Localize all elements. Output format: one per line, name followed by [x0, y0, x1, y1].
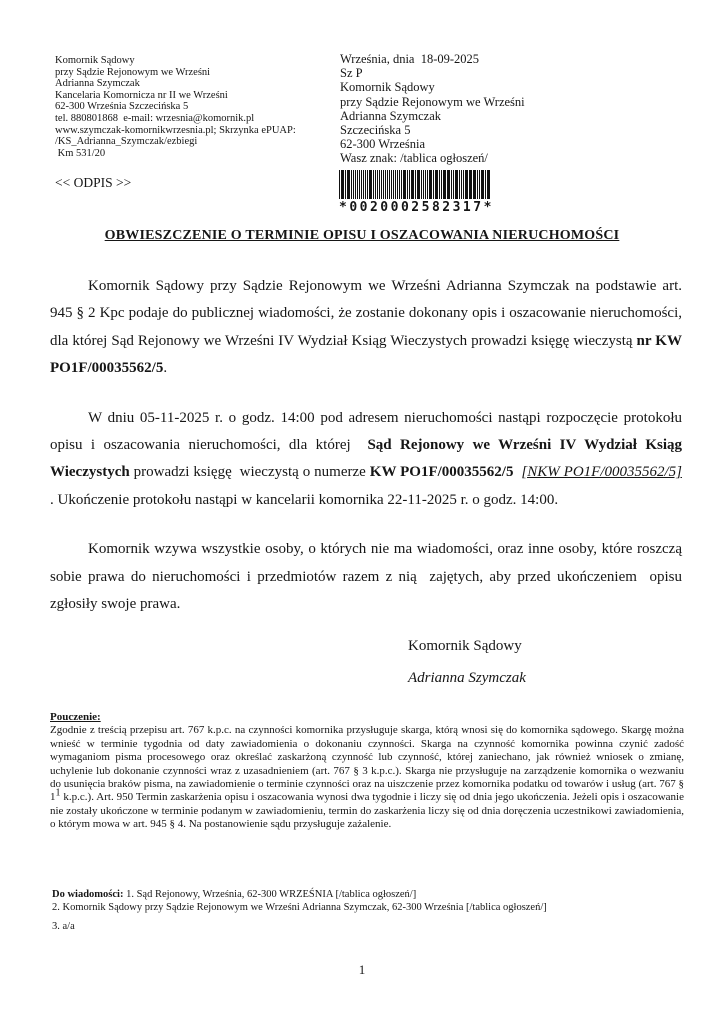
sender-line: przy Sądzie Rejonowym we Wrześni: [55, 66, 211, 78]
sender-line: Kancelaria Komornicza nr II we Wrześni: [55, 89, 228, 101]
recipient-line: Sz P: [340, 66, 363, 81]
signature-block: [408, 630, 526, 694]
page-number: 1: [358, 962, 366, 977]
recipient-line: Komornik Sądowy: [340, 80, 435, 95]
legal-notice-label: Pouczenie:: [50, 711, 101, 723]
recipient-line: 62-300 Września: [340, 137, 426, 152]
reference-line: Wasz znak: /tablica ogłoszeń/: [340, 151, 488, 166]
sender-line: www.szymczak-komornikwrzesnia.pl; Skrzynka ePUAP:: [55, 124, 296, 136]
paragraph2-mid: prowadzi księgę wieczystą o numerze: [129, 464, 370, 481]
sender-line: 62-300 Września Szczecińska 5: [55, 101, 189, 113]
legal-text-part1: Zgodnie z treścią przepisu art. 767 k.p.c. na czynności komornika przysługuje skarga, którą wnosi się do komornika sądowego. Skargę można wnieść w terminie tygodnia od daty zawiadomienia o dokonaniu czynności. Skarga na czynność komornika powinna czynić zadość wymaganiom pisma procesowego oraz określać zaskarżoną czynność lub czynność, której zaniechano, jak również wniosek o zmianę, uchylenie lub dokonanie czynności wraz z uzasadnieniem (art. 767 § 3 k.p.c.). Skarga nie przysługuje na zarządzenie komornika o wezwaniu do usunięcia braków pisma, na zawiadomienie o terminie czynności oraz na uiszczenie przez komornika podatku od towarów i usług (art. 767 § 1: [50, 724, 684, 804]
legal-notice: [50, 711, 684, 832]
recipient-line: przy Sądzie Rejonowym we Wrześni: [340, 94, 525, 109]
paragraph-2: [50, 405, 682, 515]
sender-case-number: Km 531/20: [55, 147, 106, 159]
paragraph-3: [50, 536, 682, 618]
paragraph3-text: Komornik wzywa wszystkie osoby, o których nie ma wiadomości, oraz inne osoby, które roszczą sobie prawa do nieruchomości i przedmiotów razem z nią zajętych, aby przed ukończeniem opisu zgłosiły swoje prawa.: [50, 541, 682, 613]
distribution-item: [52, 888, 692, 901]
distribution-list: [52, 888, 692, 933]
signature-role: Komornik Sądowy: [408, 638, 522, 654]
signature-name: Adrianna Szymczak: [408, 670, 526, 686]
sender-line: Komornik Sądowy: [55, 55, 135, 66]
legal-notice-text: [50, 724, 684, 831]
recipient-line: Adrianna Szymczak: [340, 108, 442, 123]
document-body: [50, 273, 682, 640]
distribution-item-1: 1. Sąd Rejonowy, Września, 62-300 WRZEŚNIA [/tablica ogłoszeń/]: [123, 889, 417, 900]
sender-line: tel. 880801868 e-mail: wrzesnia@komornik.pl: [55, 112, 255, 124]
distribution-label: Do wiadomości:: [52, 889, 124, 900]
nkw-number: [NKW PO1F/00035562/5]: [521, 464, 682, 481]
date-line: Września, dnia 18-09-2025: [340, 52, 480, 66]
court-name: Sąd Rejonowy we Wrześni IV Wydział Ksiąg Wieczystych: [50, 437, 682, 481]
paragraph1-text: Komornik Sądowy przy Sądzie Rejonowym we Wrześni Adrianna Szymczak na podstawie art. 945 § 2 Kpc podaje do publicznej wiadomości, że zostanie dokonany opis i oszacowanie nieruchomości, dla której Sąd Rejonowy we Wrześni IV Wydział Ksiąg Wieczystych prowadzi księgę wieczystą: [50, 278, 682, 349]
distribution-item: 3. a/a: [52, 921, 75, 932]
paragraph-1: [50, 273, 682, 383]
barcode: [339, 170, 531, 215]
paragraph2-tail: . Ukończenie protokołu nastąpi w kancelarii komornika 22-11-2025 r. o godz. 14:00.: [50, 491, 559, 508]
copy-mark: << ODPIS >>: [55, 175, 132, 190]
barcode-image: [339, 170, 531, 199]
document-title: OBWIESZCZENIE O TERMINIE OPISU I OSZACOWANIA NIERUCHOMOŚCI: [104, 228, 620, 243]
superscript: 1: [55, 787, 61, 799]
barcode-text: *0020002582317*: [339, 200, 494, 215]
recipient-address-block: [340, 52, 640, 166]
paragraph2-lead: W dniu 05-11-2025 r. o godz. 14:00 pod adresem nieruchomości nastąpi rozpoczęcie protokołu opisu i oszacowania nieruchomości, dla której: [50, 409, 682, 454]
distribution-item: 2. Komornik Sądowy przy Sądzie Rejonowym we Wrześni Adrianna Szymczak, 62-300 Września [/tablica ogłoszeń/]: [52, 902, 547, 913]
sender-address-block: [55, 55, 345, 159]
paragraph1-tail: .: [163, 360, 168, 377]
recipient-line: Szczecińska 5: [340, 123, 411, 138]
legal-text-part2: k.p.c.). Art. 950 Termin zaskarżenia opisu i oszacowania wynosi dwa tygodnie i liczy się od dnia jego ukończenia. Jeżeli opis i oszacowanie nie zostały ukończone w terminie podanym w zawiadomieniu, termin do zaskarżenia liczy się od dnia doręczenia uczestnikowi zawiadomienia, o którym mowa w art. 945 § 4. Na postanowienie sądu przysługuje zażalenie.: [50, 791, 684, 831]
kw-number: KW PO1F/00035562/5: [369, 464, 514, 481]
kw-number: nr KW PO1F/00035562/5: [50, 332, 682, 377]
sender-line: Adrianna Szymczak: [55, 78, 140, 90]
sender-line: /KS_Adrianna_Szymczak/ezbiegi: [55, 136, 198, 148]
